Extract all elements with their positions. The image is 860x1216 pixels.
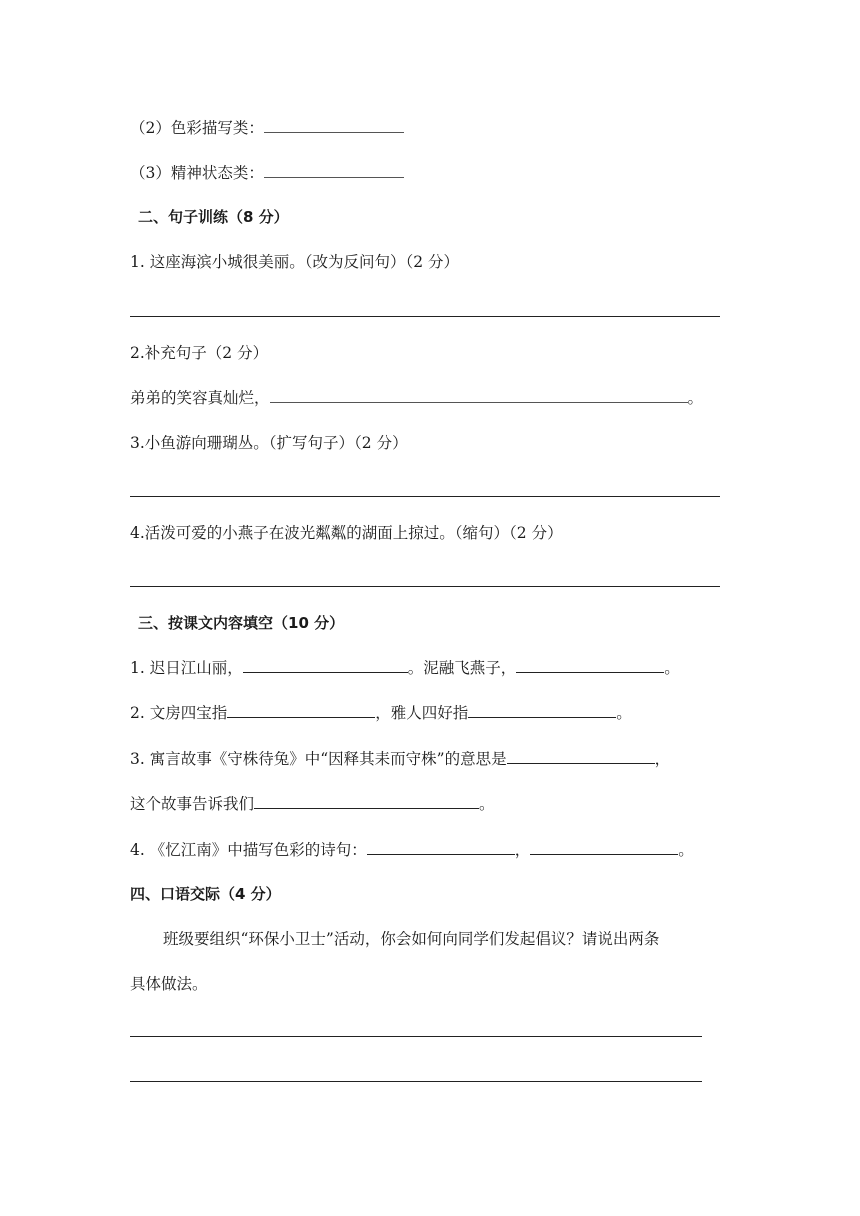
s3-q2-text-a: 2. 文房四宝指 xyxy=(130,704,228,722)
s2-question-2-row xyxy=(130,388,703,408)
item-2-label: （2）色彩描写类： xyxy=(130,119,264,137)
answer-blank-s2-q2[interactable] xyxy=(270,388,688,403)
answer-blank-s3-q2-b[interactable] xyxy=(468,703,616,718)
section-4-heading: 四、口语交际（4 分） xyxy=(130,885,281,903)
answer-blank-s3-q4-a[interactable] xyxy=(367,840,515,855)
answer-blank-s3-q1-a[interactable] xyxy=(243,658,408,673)
s3-q4-text-b: ， xyxy=(514,841,531,859)
s2-question-3: 3.小鱼游向珊瑚丛。（扩写句子）（2 分） xyxy=(130,434,408,452)
s3-question-4 xyxy=(130,840,694,860)
s2-question-2-title: 2.补充句子（2 分） xyxy=(130,344,269,362)
answer-blank-item-2[interactable] xyxy=(264,118,404,133)
s2-question-1: 1. 这座海滨小城很美丽。（改为反问句）（2 分） xyxy=(130,253,460,271)
answer-blank-s3-q2-a[interactable] xyxy=(227,703,375,718)
s3-question-2 xyxy=(130,703,632,723)
s2-q2-prefix: 弟弟的笑容真灿烂， xyxy=(130,389,270,407)
s3-q3-text-a: 3. 寓言故事《守株待兔》中“因释其耒而守株”的意思是 xyxy=(130,750,507,768)
s2-question-4: 4.活泼可爱的小燕子在波光粼粼的湖面上掠过。（缩句）（2 分） xyxy=(130,524,563,542)
answer-line-s4-2[interactable] xyxy=(130,1081,702,1082)
answer-blank-s3-q3-b[interactable] xyxy=(254,794,479,809)
section-2-heading: 二、句子训练（8 分） xyxy=(138,208,289,226)
s2-q2-suffix: 。 xyxy=(687,389,704,407)
section-3-heading: 三、按课文内容填空（10 分） xyxy=(138,614,345,632)
answer-blank-s3-q4-b[interactable] xyxy=(530,840,678,855)
s3-q1-text-b: 。泥融飞燕子， xyxy=(407,659,517,677)
item-2-row xyxy=(130,118,404,138)
item-3-row xyxy=(130,163,404,183)
s3-q3-text-d: 。 xyxy=(479,795,495,813)
answer-line-s2-q4[interactable] xyxy=(130,586,720,587)
answer-blank-s3-q1-b[interactable] xyxy=(516,658,664,673)
s4-prompt-line-1: 班级要组织“环保小卫士”活动，你会如何向同学们发起倡议？请说出两条 xyxy=(163,930,660,948)
s3-question-3-line-1 xyxy=(130,749,670,769)
item-3-label: （3）精神状态类： xyxy=(130,164,264,182)
s3-question-1 xyxy=(130,658,680,678)
s3-q1-text-c: 。 xyxy=(664,659,680,677)
s3-q3-text-b: ， xyxy=(654,750,671,768)
s3-q2-text-b: ，雅人四好指 xyxy=(375,704,469,722)
answer-blank-s3-q3-a[interactable] xyxy=(507,749,655,764)
answer-line-s2-q1[interactable] xyxy=(130,316,720,317)
answer-line-s4-1[interactable] xyxy=(130,1036,702,1037)
s3-q1-text-a: 1. 迟日江山丽， xyxy=(130,659,243,677)
s3-q4-text-a: 4. 《忆江南》中描写色彩的诗句： xyxy=(130,841,367,859)
answer-line-s2-q3[interactable] xyxy=(130,496,720,497)
s4-prompt-line-2: 具体做法。 xyxy=(130,975,208,993)
answer-blank-item-3[interactable] xyxy=(264,163,404,178)
s3-q2-text-c: 。 xyxy=(616,704,632,722)
s3-question-3-line-2 xyxy=(130,794,495,814)
s3-q3-text-c: 这个故事告诉我们 xyxy=(130,795,255,813)
s3-q4-text-c: 。 xyxy=(678,841,694,859)
